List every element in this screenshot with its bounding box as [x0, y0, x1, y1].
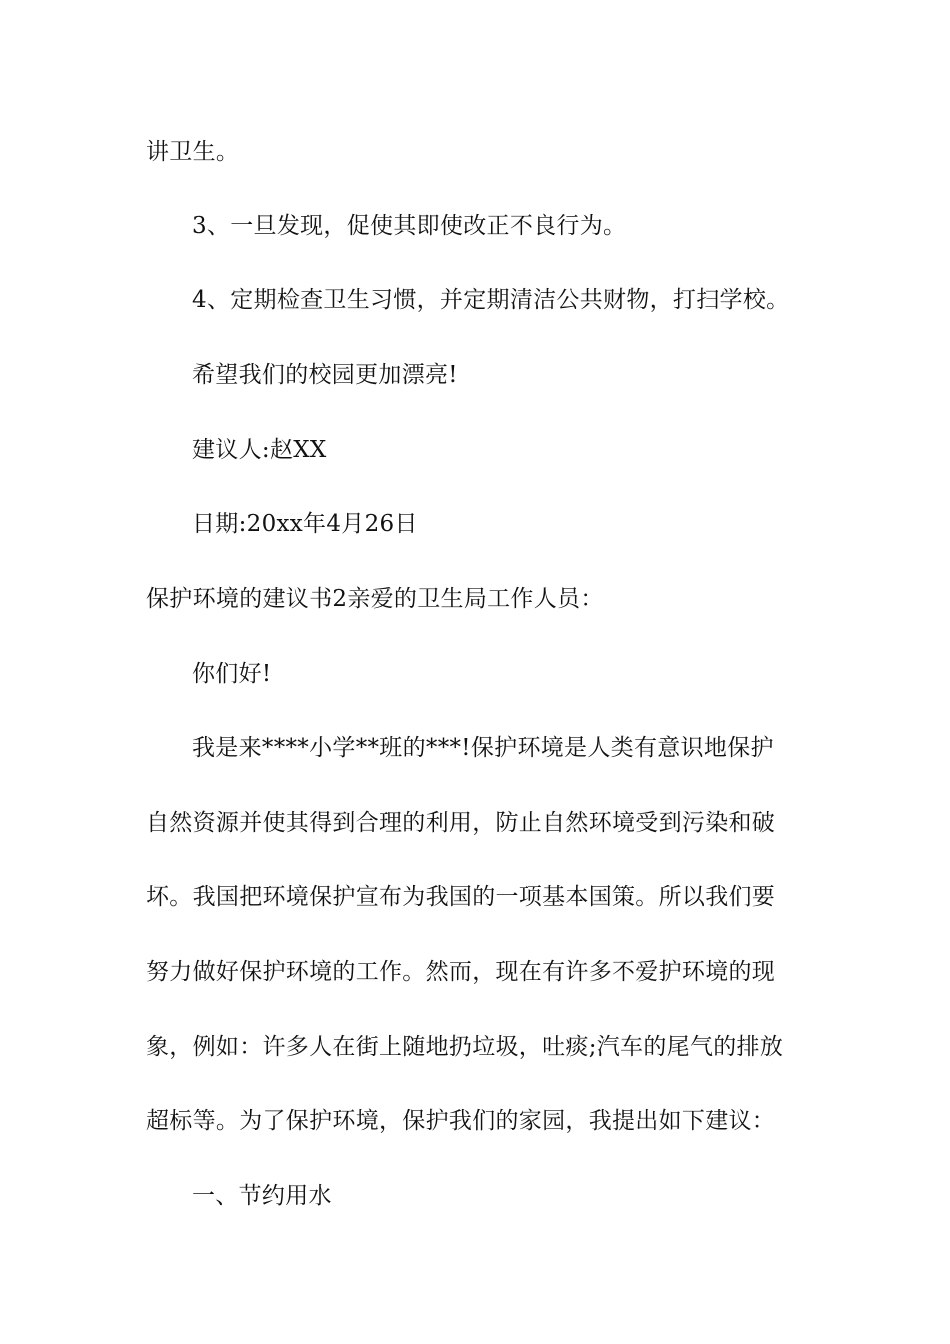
paragraph-line: 希望我们的校园更加漂亮!	[192, 362, 458, 388]
date-line: 日期:20xx年4月26日	[192, 511, 418, 537]
paragraph-line: 讲卫生。	[146, 139, 240, 165]
paragraph-line: 努力做好保护环境的工作。然而，现在有许多不爱护环境的现	[146, 959, 776, 985]
paragraph-line: 超标等。为了保护环境，保护我们的家园，我提出如下建议：	[146, 1108, 776, 1134]
paragraph-line: 我是来****小学**班的***!保护环境是人类有意识地保护	[192, 735, 774, 761]
list-heading: 一、节约用水	[192, 1183, 332, 1209]
greeting-line: 你们好!	[192, 661, 272, 687]
paragraph-line: 4、定期检查卫生习惯，并定期清洁公共财物，打扫学校。	[192, 287, 790, 313]
paragraph-line: 3、一旦发现，促使其即使改正不良行为。	[192, 213, 627, 239]
section-heading: 保护环境的建议书2亲爱的卫生局工作人员：	[146, 586, 604, 612]
paragraph-line: 自然资源并使其得到合理的利用，防止自然环境受到污染和破	[146, 810, 776, 836]
signature-line: 建议人:赵XX	[192, 437, 327, 463]
paragraph-line: 坏。我国把环境保护宣布为我国的一项基本国策。所以我们要	[146, 884, 776, 910]
paragraph-line: 象，例如：许多人在街上随地扔垃圾，吐痰;汽车的尾气的排放	[146, 1034, 784, 1060]
